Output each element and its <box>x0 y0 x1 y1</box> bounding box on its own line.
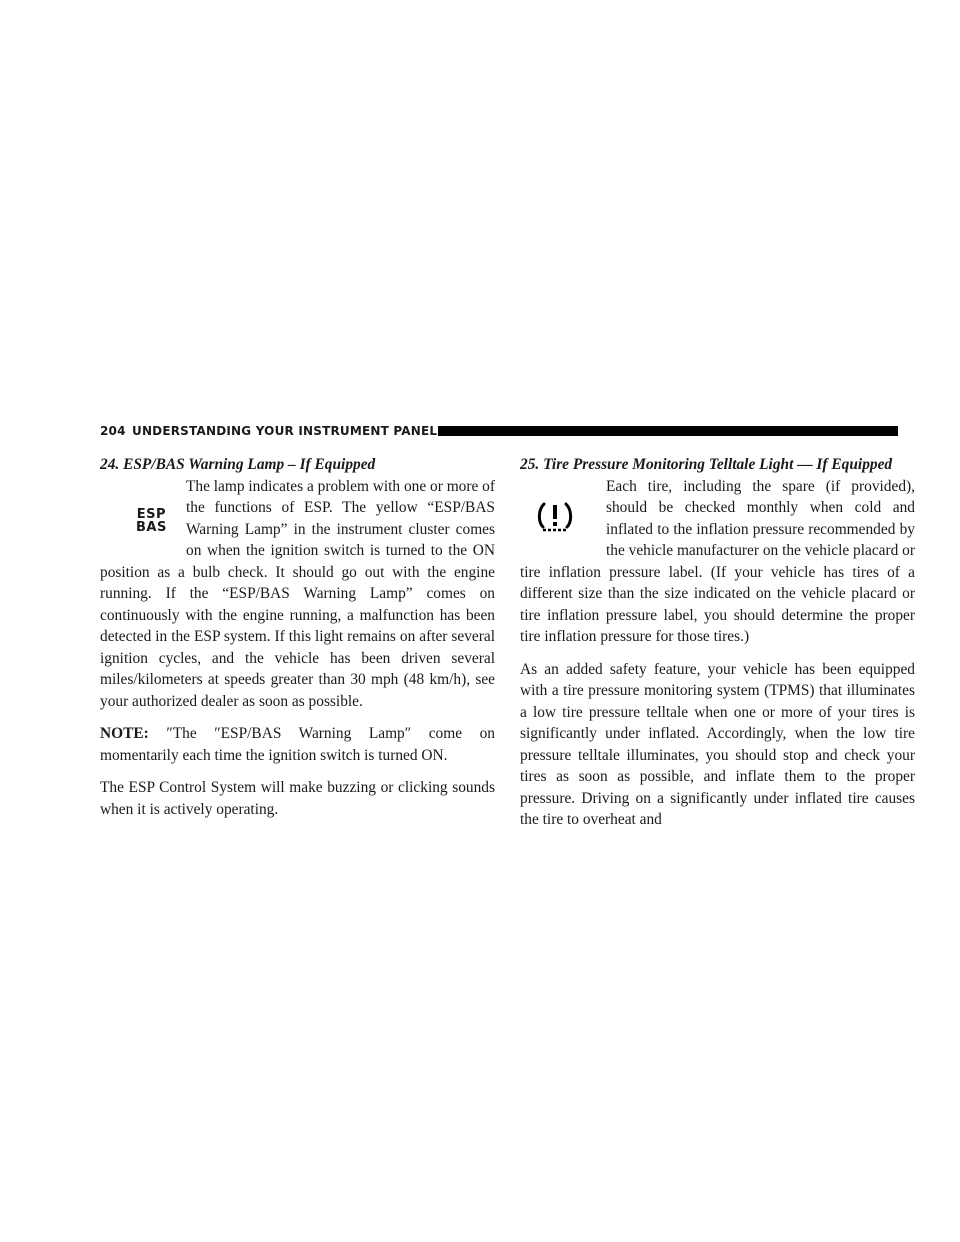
tpms-icon-block <box>520 476 606 562</box>
left-column <box>100 454 495 831</box>
header-rule <box>438 426 898 436</box>
tpms-check-paragraph: Each tire, including the spare (if provided), should be checked monthly when cold and inflated to the inflation pressure recommended by the vehicle manufacturer on the vehicle placard or tire inflation pressure label. (If your vehicle has tires of a different size than the size indicated on the vehicle placard or tire inflation pressure label, you should determine the proper tire inflation pressure for those tires.) <box>520 477 915 645</box>
bas-icon-line: BAS <box>136 519 167 535</box>
right-column <box>520 454 915 842</box>
tpms-heading: 25. Tire Pressure Monitoring Telltale Light — If Equipped <box>520 456 893 473</box>
esp-note <box>100 723 495 766</box>
esp-sounds-paragraph: The ESP Control System will make buzzing or clicking sounds when it is actively operating. <box>100 779 495 818</box>
section-title: UNDERSTANDING YOUR INSTRUMENT PANEL <box>132 424 438 438</box>
esp-icon-line: ESP <box>136 506 167 522</box>
esp-bas-warning-icon <box>136 508 167 534</box>
note-label: NOTE: <box>100 725 149 742</box>
page-number: 204 <box>100 424 126 438</box>
page-header <box>100 423 900 439</box>
note-text: ″The ″ESP/BAS Warning Lamp″ come on momentarily each time the ignition switch is turned ON. <box>100 725 495 764</box>
tire-pressure-warning-icon <box>536 498 574 536</box>
esp-description: The lamp indicates a problem with one or more of the functions of ESP. The yellow “ESP/BAS Warning Lamp” in the instrument cluster comes on when the ignition switch is turned to the ON position as a bulb check. It should go out with the engine running. If the “ESP/BAS Warning Lamp” comes on continuously with the engine running, a malfunction has been detected in the ESP system. If this light remains on after several ignition cycles, and the vehicle has been driven several miles/kilometers at speeds greater than 30 mph (48 km/h), see your authorized dealer as soon as possible. <box>100 477 496 710</box>
esp-bas-heading: 24. ESP/BAS Warning Lamp – If Equipped <box>100 456 376 473</box>
esp-bas-icon-block <box>100 476 186 562</box>
tpms-safety-paragraph: As an added safety feature, your vehicle has been equipped with a tire pressure monitoring system (TPMS) that illuminates a low tire pressure telltale when one or more of your tires is significantly under inflated. Accordingly, when the low tire pressure telltale illuminates, you should stop and check your tires as soon as possible, and inflate them to the proper pressure. Driving on a significantly under inflated tire causes the tire to overheat and <box>520 660 915 828</box>
